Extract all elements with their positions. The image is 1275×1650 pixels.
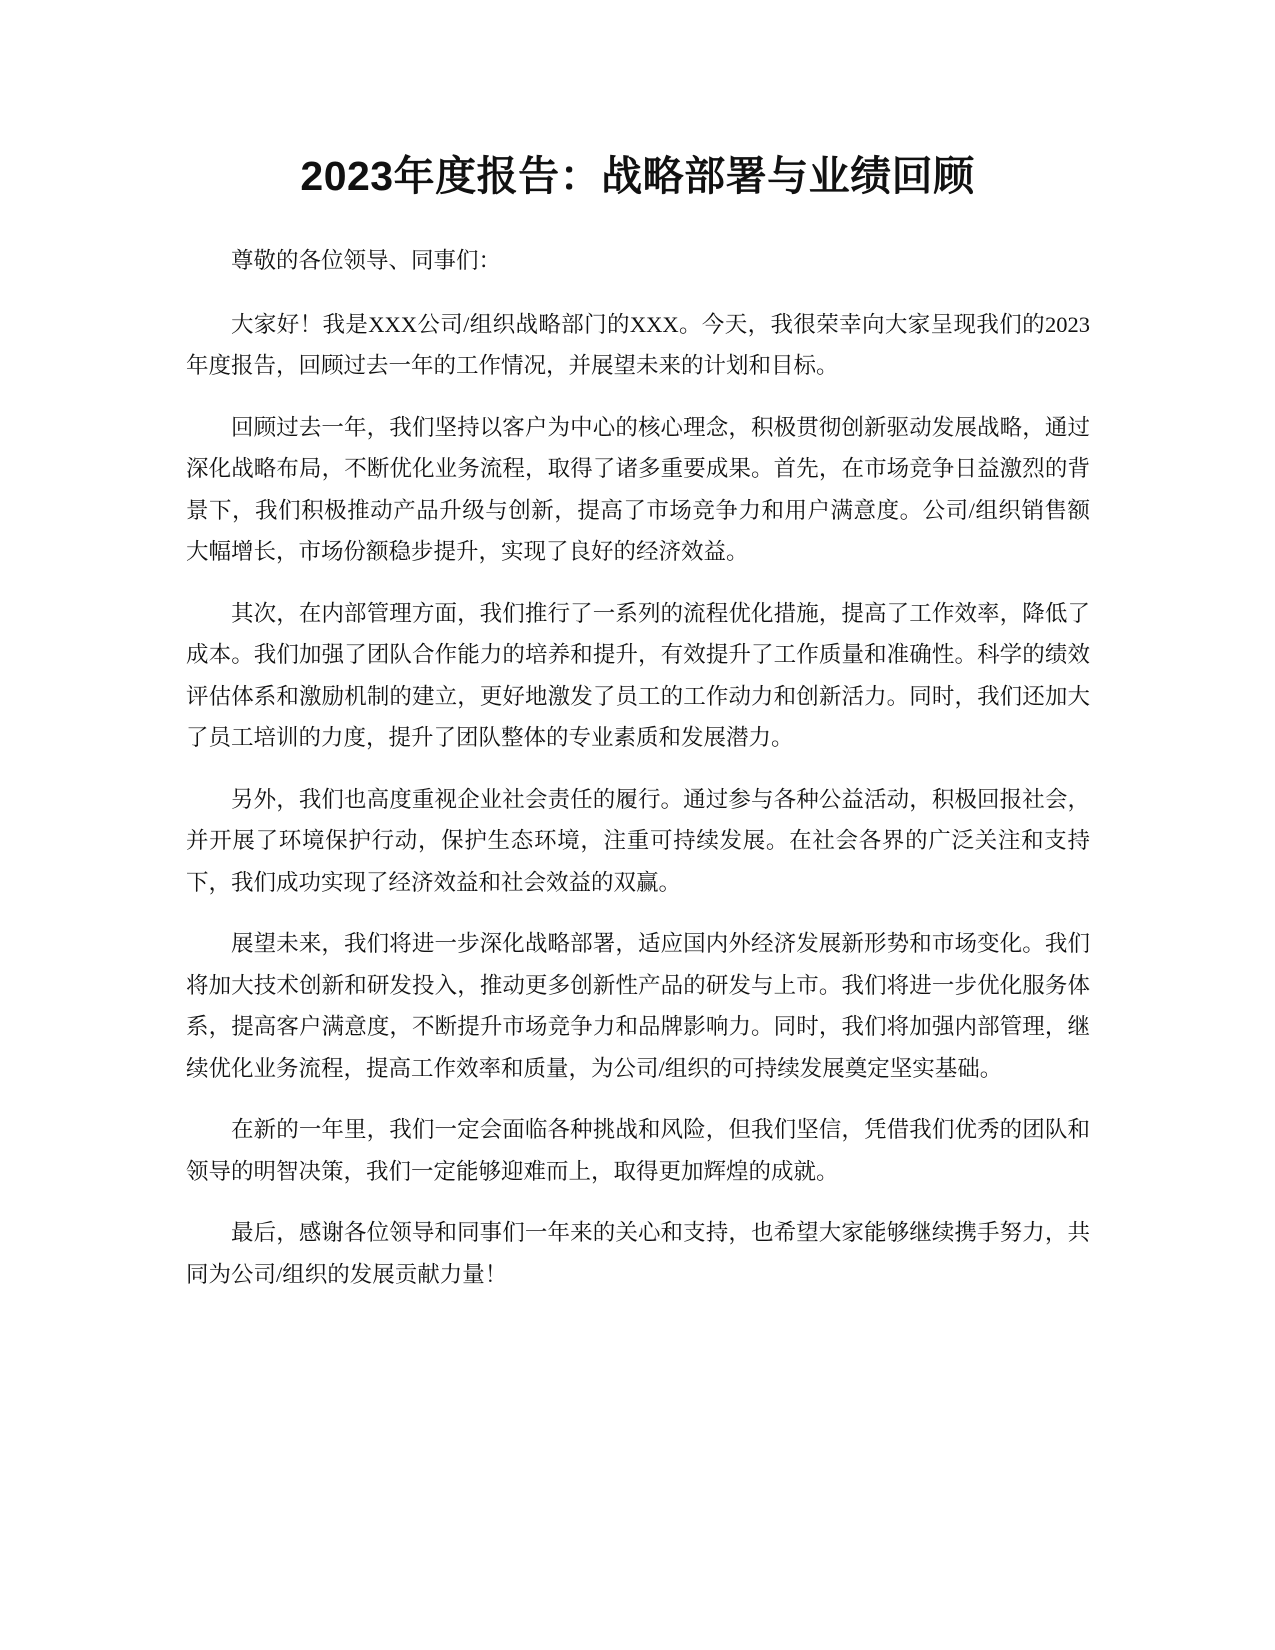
- closing-paragraph: 最后，感谢各位领导和同事们一年来的关心和支持，也希望大家能够继续携手努力，共同为公司/组织的发展贡献力量！: [186, 1220, 1090, 1287]
- document-title: 2023年度报告：战略部署与业绩回顾: [300, 153, 975, 199]
- outlook-paragraph: 展望未来，我们将进一步深化战略部署，适应国内外经济发展新形势和市场变化。我们将加大技术创新和研发投入，推动更多创新性产品的研发与上市。我们将进一步优化服务体系，提高客户满意度，不断提升市场竞争力和品牌影响力。同时，我们将加强内部管理，继续优化业务流程，提高工作效率和质量，为公司/组织的可持续发展奠定坚实基础。: [186, 931, 1090, 1081]
- management-paragraph: 其次，在内部管理方面，我们推行了一系列的流程优化措施，提高了工作效率，降低了成本。我们加强了团队合作能力的培养和提升，有效提升了工作质量和准确性。科学的绩效评估体系和激励机制的建立，更好地激发了员工的工作动力和创新活力。同时，我们还加大了员工培训的力度，提升了团队整体的专业素质和发展潜力。: [186, 600, 1090, 750]
- new-year-paragraph: 在新的一年里，我们一定会面临各种挑战和风险，但我们坚信，凭借我们优秀的团队和领导的明智决策，我们一定能够迎难而上，取得更加辉煌的成就。: [186, 1117, 1090, 1184]
- document-body: [186, 240, 1090, 1315]
- review-paragraph: 回顾过去一年，我们坚持以客户为中心的核心理念，积极贯彻创新驱动发展战略，通过深化战略布局，不断优化业务流程，取得了诸多重要成果。首先，在市场竞争日益激烈的背景下，我们积极推动产品升级与创新，提高了市场竞争力和用户满意度。公司/组织销售额大幅增长，市场份额稳步提升，实现了良好的经济效益。: [186, 414, 1090, 564]
- salutation-paragraph: 尊敬的各位领导、同事们：: [231, 248, 502, 273]
- greeting-paragraph: 大家好！我是XXX公司/组织战略部门的XXX。今天，我很荣幸向大家呈现我们的2023年度报告，回顾过去一年的工作情况，并展望未来的计划和目标。: [186, 311, 1090, 378]
- social-responsibility-paragraph: 另外，我们也高度重视企业社会责任的履行。通过参与各种公益活动，积极回报社会，并开展了环境保护行动，保护生态环境，注重可持续发展。在社会各界的广泛关注和支持下，我们成功实现了经济效益和社会效益的双赢。: [186, 786, 1090, 895]
